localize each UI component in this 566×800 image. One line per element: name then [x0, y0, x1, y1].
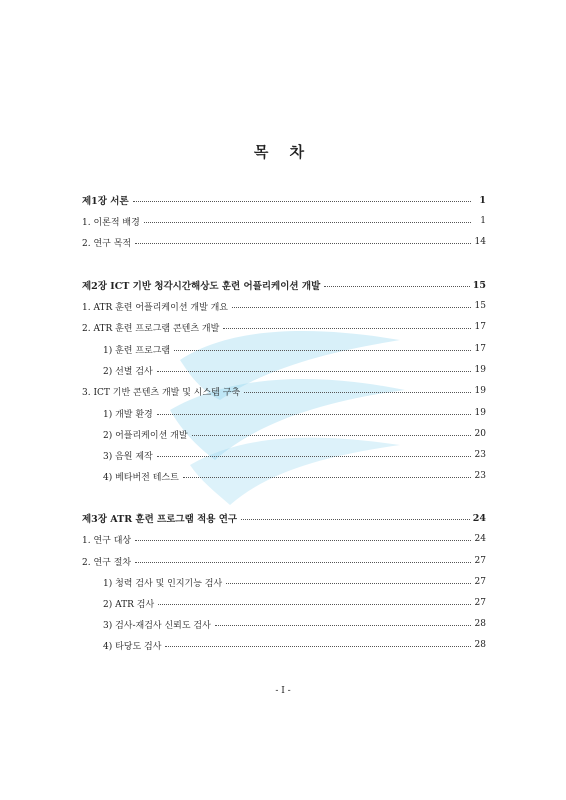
- dot-leader: [241, 519, 470, 520]
- toc-entry-label: 1. 연구 대상: [82, 535, 132, 546]
- toc-entry-page: 24: [472, 512, 486, 524]
- dot-leader: [135, 243, 471, 244]
- toc-entry: [82, 234, 486, 250]
- toc-entry-label: 2. 연구 목적: [82, 238, 132, 249]
- toc-entry-label: 제1장 서론: [82, 196, 129, 207]
- toc-entry-page: 14: [474, 237, 486, 247]
- toc-entry-page: 23: [474, 450, 486, 460]
- dot-leader: [144, 222, 471, 223]
- dot-leader: [226, 583, 471, 584]
- toc-entry-label: 3. ICT 기반 콘텐츠 개발 및 시스템 구축: [82, 387, 241, 398]
- page-number: - I -: [275, 686, 291, 696]
- toc-entry: [82, 213, 486, 229]
- toc-entry-page: 15: [474, 301, 486, 311]
- toc-entry-label: 제3장 ATR 훈련 프로그램 적용 연구: [82, 514, 238, 525]
- toc-entry-label: 4) 타당도 검사: [103, 641, 162, 652]
- dot-leader: [192, 435, 471, 436]
- dot-leader: [223, 328, 471, 329]
- toc-entry-page: 28: [474, 640, 486, 650]
- dot-leader: [165, 646, 471, 647]
- toc-entry: [82, 277, 486, 293]
- toc-entry-page: 17: [474, 344, 486, 354]
- toc-entry-label: 2. 연구 절차: [82, 557, 132, 568]
- dot-leader: [135, 540, 471, 541]
- dot-leader: [157, 456, 471, 457]
- toc-entry: [82, 426, 486, 442]
- toc-entry: [82, 595, 486, 611]
- toc-entry: [82, 616, 486, 632]
- toc-entry-page: 27: [474, 556, 486, 566]
- dot-leader: [157, 414, 471, 415]
- page-title: 목 차: [253, 143, 313, 161]
- dot-leader: [244, 392, 471, 393]
- toc-entry-label: 1. 이론적 배경: [82, 217, 140, 228]
- toc-entry-page: 17: [474, 322, 486, 332]
- toc-entry: [82, 553, 486, 569]
- toc-entry-label: 2. ATR 훈련 프로그램 콘텐츠 개발: [82, 323, 220, 334]
- toc-entry-label: 1) 훈련 프로그램: [103, 345, 171, 356]
- toc-entry: [82, 447, 486, 463]
- toc-entry: [82, 531, 486, 547]
- toc-entry-page: 15: [472, 279, 486, 291]
- toc-entry: [82, 637, 486, 653]
- toc-entry-page: 27: [474, 577, 486, 587]
- toc-entry: [82, 468, 486, 484]
- dot-leader: [324, 286, 470, 287]
- toc-entry-label: 4) 베타버전 테스트: [103, 472, 179, 483]
- toc-entry-page: 1: [479, 194, 486, 206]
- toc-entry: [82, 510, 486, 526]
- toc-entry-label: 2) ATR 검사: [103, 599, 155, 610]
- dot-leader: [135, 562, 471, 563]
- toc-entry-label: 1. ATR 훈련 어플리케이션 개발 개요: [82, 302, 229, 313]
- toc-entry-label: 1) 청력 검사 및 인지기능 검사: [103, 578, 223, 589]
- toc-entry-page: 19: [474, 386, 486, 396]
- toc-entry-page: 19: [474, 365, 486, 375]
- toc-entry-page: 19: [474, 408, 486, 418]
- toc-entry: [82, 383, 486, 399]
- dot-leader: [174, 350, 471, 351]
- toc-entry-page: 20: [474, 429, 486, 439]
- toc-entry-label: 제2장 ICT 기반 청각시간해상도 훈련 어플리케이션 개발: [82, 281, 321, 292]
- toc-entry-label: 2) 어플리케이션 개발: [103, 430, 188, 441]
- toc-entry-page: 24: [474, 534, 486, 544]
- toc-entry-page: 1: [480, 216, 486, 226]
- toc-entry: [82, 298, 486, 314]
- toc-entry: [82, 574, 486, 590]
- toc-entry-page: 28: [474, 619, 486, 629]
- toc-entry-page: 27: [474, 598, 486, 608]
- toc-entry-label: 3) 검사-재검사 신뢰도 검사: [103, 620, 211, 631]
- toc-entry: [82, 405, 486, 421]
- toc-entry: [82, 192, 486, 208]
- toc-entry: [82, 341, 486, 357]
- toc-entry-page: 23: [474, 471, 486, 481]
- dot-leader: [133, 201, 471, 202]
- dot-leader: [232, 307, 471, 308]
- toc-entry: [82, 362, 486, 378]
- dot-leader: [183, 477, 471, 478]
- toc-entry-label: 3) 음원 제작: [103, 451, 153, 462]
- dot-leader: [215, 625, 471, 626]
- dot-leader: [158, 604, 471, 605]
- toc-entry-label: 1) 개발 환경: [103, 409, 153, 420]
- dot-leader: [157, 371, 471, 372]
- toc-entry: [82, 319, 486, 335]
- toc-entry-label: 2) 선별 검사: [103, 366, 153, 377]
